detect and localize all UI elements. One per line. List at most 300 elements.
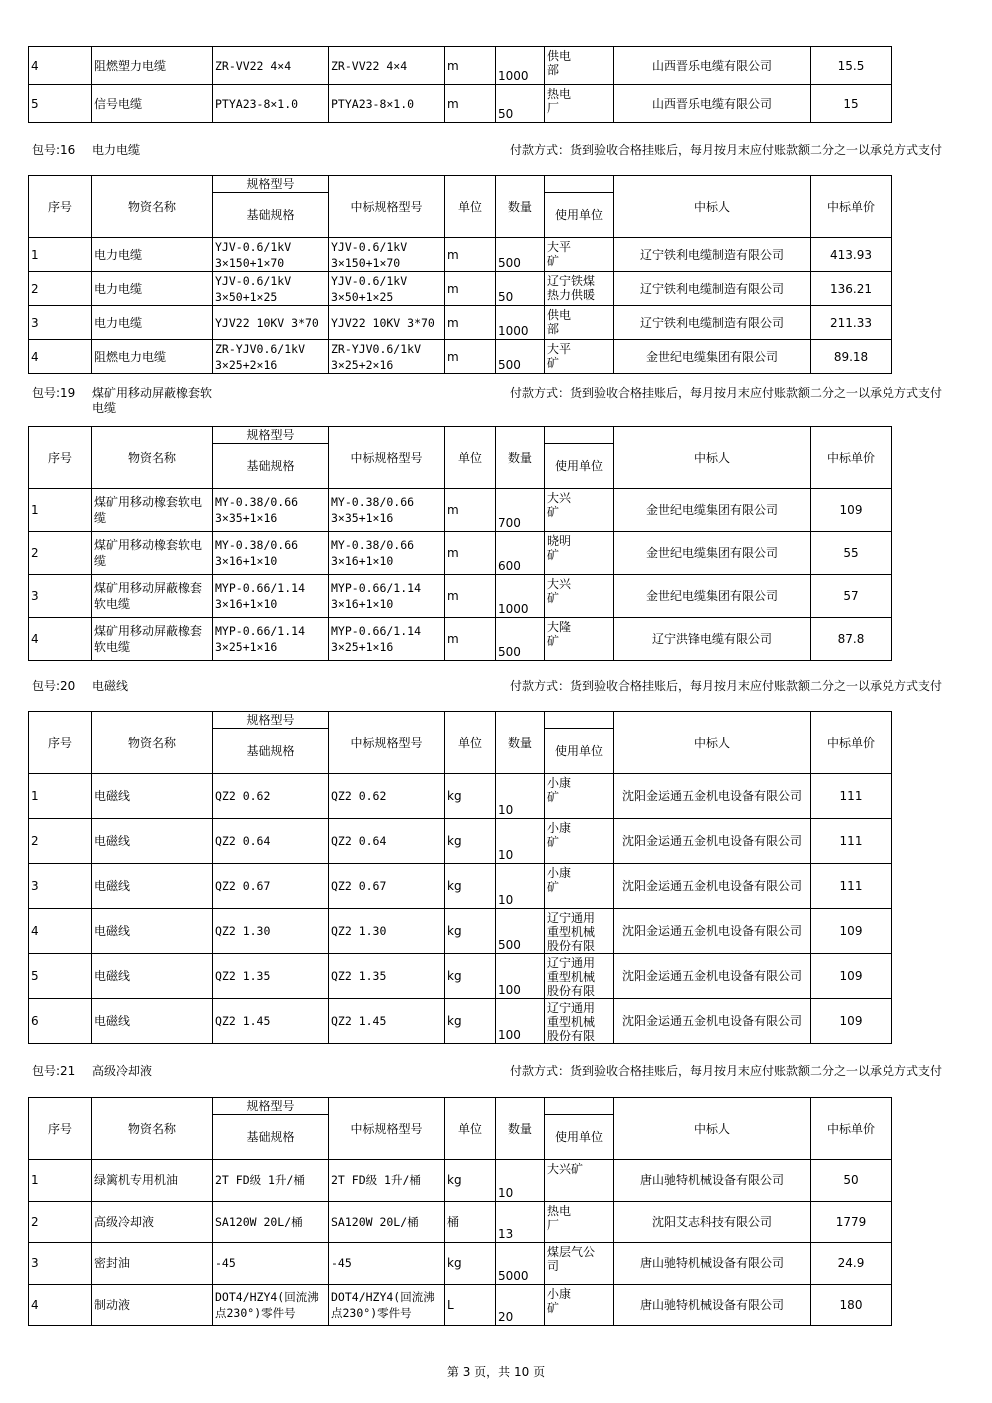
row-quantity: 500 <box>498 645 521 659</box>
row-base-spec: MY-0.38/0.66 3×35+1×16 <box>215 495 299 525</box>
row-base-spec-cell <box>213 954 329 999</box>
row-user-unit-clip <box>547 49 611 77</box>
row-unit: L <box>447 1297 454 1312</box>
row-bid-spec-cell <box>329 85 445 123</box>
row-material-name-cell <box>92 999 213 1044</box>
row-bid-spec-cell <box>329 238 445 272</box>
row-seq: 2 <box>31 546 39 560</box>
row-quantity: 600 <box>498 559 521 573</box>
row-user-unit-cell <box>545 954 614 999</box>
header-winner <box>614 427 811 489</box>
row-quantity: 10 <box>498 1185 514 1200</box>
row-quantity-cell <box>496 532 545 575</box>
row-user-unit-clip <box>547 866 611 894</box>
header-spec <box>213 176 329 238</box>
row-user-unit: 大兴 矿 <box>547 577 572 605</box>
row-user-unit-clip <box>547 87 611 115</box>
row-seq: 3 <box>31 1256 39 1271</box>
row-price: 211.33 <box>830 315 872 330</box>
row-seq-cell <box>29 999 92 1044</box>
header-seq <box>29 712 92 774</box>
row-bid-spec-cell <box>329 1284 445 1326</box>
row-quantity-cell <box>496 774 545 819</box>
row-price-cell <box>811 1284 892 1326</box>
header-unit <box>445 427 496 489</box>
row-seq-cell <box>29 238 92 272</box>
header-qty-label: 数量 <box>507 735 532 750</box>
row-seq-cell <box>29 532 92 575</box>
row-price: 109 <box>839 1014 863 1028</box>
payment-terms: 付款方式：货到验收合格挂账后，每月按月末应付账款额二分之一以承兑方式支付 <box>509 1064 942 1078</box>
header-user <box>545 176 614 238</box>
row-user-unit: 煤层气公 司 <box>547 1245 596 1273</box>
row-winner-cell <box>614 532 811 575</box>
package-number: 包号:16 <box>32 143 76 157</box>
header-bid_spec <box>329 1098 445 1160</box>
row-user-unit: 小康 矿 <box>547 1286 572 1315</box>
row-user-unit-clip <box>547 577 611 605</box>
row-user-unit-clip <box>547 240 611 268</box>
row-user-unit: 供电 部 <box>547 308 572 336</box>
header-winner-label: 中标人 <box>693 199 730 214</box>
row-price: 55 <box>843 546 859 560</box>
row-bid-spec-cell <box>329 909 445 954</box>
row-price-cell <box>811 85 892 123</box>
row-base-spec: -45 <box>215 1256 236 1271</box>
header-price-label: 中标单价 <box>826 450 875 465</box>
row-seq: 1 <box>31 789 39 803</box>
package-label <box>32 386 222 416</box>
row-price: 180 <box>839 1297 863 1312</box>
header-bid_spec-label: 中标规格型号 <box>350 450 423 465</box>
row-user-unit: 供电 部 <box>547 49 572 77</box>
row-bid-spec: YJV-0.6/1kV 3×150+1×70 <box>331 239 408 270</box>
row-unit-cell <box>445 238 496 272</box>
row-quantity: 500 <box>498 256 521 270</box>
row-bid-spec-cell <box>329 1160 445 1202</box>
row-material-name-cell <box>92 819 213 864</box>
row-price: 87.8 <box>837 632 865 646</box>
row-quantity: 500 <box>498 938 521 952</box>
row-price-cell <box>811 306 892 340</box>
row-material-name: 电磁线 <box>94 879 131 893</box>
row-seq: 2 <box>31 1214 39 1229</box>
header-bid_spec <box>329 427 445 489</box>
table-row <box>29 1160 892 1202</box>
header-name <box>92 427 213 489</box>
table-row <box>29 819 892 864</box>
header-price-label: 中标单价 <box>826 1121 875 1136</box>
row-material-name-cell <box>92 864 213 909</box>
header-qty <box>496 176 545 238</box>
row-price: 136.21 <box>830 281 872 296</box>
row-material-name-cell <box>92 1201 213 1243</box>
row-seq-cell <box>29 575 92 618</box>
row-user-unit: 辽宁通用 重型机械 股份有限 <box>547 956 596 997</box>
table-row <box>29 1201 892 1243</box>
row-user-unit-clip <box>547 491 611 519</box>
row-unit-cell <box>445 1201 496 1243</box>
row-winner-cell <box>614 1243 811 1285</box>
header-winner <box>614 1098 811 1160</box>
row-quantity-cell <box>496 489 545 532</box>
row-base-spec: SA120W 20L/桶 <box>215 1214 303 1229</box>
header-user-blank <box>545 1098 613 1115</box>
header-bid_spec-label: 中标规格型号 <box>350 199 423 214</box>
header-qty-label: 数量 <box>507 450 532 465</box>
header-base-spec: 基础规格 <box>246 744 295 758</box>
row-price-cell <box>811 1243 892 1285</box>
row-material-name-cell <box>92 575 213 618</box>
row-base-spec: MY-0.38/0.66 3×16+1×10 <box>215 538 299 568</box>
row-user-unit-cell <box>545 532 614 575</box>
row-winner: 沈阳金运通五金机电设备有限公司 <box>621 834 802 848</box>
row-unit: kg <box>447 969 462 983</box>
row-user-unit: 大平 矿 <box>547 342 572 370</box>
row-seq-cell <box>29 306 92 340</box>
row-unit: m <box>447 281 459 296</box>
row-material-name: 绿篱机专用机油 <box>94 1173 179 1188</box>
package-label <box>32 1064 222 1079</box>
header-qty-label: 数量 <box>507 1121 532 1136</box>
row-unit-cell <box>445 340 496 374</box>
row-price-cell <box>811 340 892 374</box>
row-seq-cell <box>29 47 92 85</box>
row-material-name-cell <box>92 618 213 661</box>
row-base-spec: YJV22 10KV 3*70 <box>215 315 319 330</box>
row-price: 111 <box>839 879 863 893</box>
package-table <box>28 175 892 374</box>
row-seq: 1 <box>31 503 39 517</box>
header-user <box>545 427 614 489</box>
row-user-unit: 大平 矿 <box>547 240 572 268</box>
row-user-unit: 热电 厂 <box>547 87 572 115</box>
payment-terms: 付款方式：货到验收合格挂账后，每月按月末应付账款额二分之一以承兑方式支付 <box>509 679 942 693</box>
row-unit: kg <box>447 1256 462 1271</box>
row-price-cell <box>811 532 892 575</box>
row-material-name-cell <box>92 954 213 999</box>
row-price: 57 <box>843 589 859 603</box>
row-quantity-cell <box>496 1243 545 1285</box>
row-winner: 沈阳金运通五金机电设备有限公司 <box>621 924 802 938</box>
row-price-cell <box>811 489 892 532</box>
row-unit-cell <box>445 774 496 819</box>
row-quantity-cell <box>496 238 545 272</box>
row-user-unit-cell <box>545 575 614 618</box>
row-price: 89.18 <box>833 349 869 364</box>
row-unit-cell <box>445 1243 496 1285</box>
package-name: 高级冷却液 <box>92 1064 153 1078</box>
row-unit: kg <box>447 879 462 893</box>
row-winner: 沈阳金运通五金机电设备有限公司 <box>621 1014 802 1028</box>
row-winner-cell <box>614 819 811 864</box>
header-spec <box>213 712 329 774</box>
row-user-unit-clip <box>547 342 611 370</box>
row-unit: m <box>447 632 459 646</box>
row-quantity-cell <box>496 819 545 864</box>
row-bid-spec: QZ2 1.35 <box>331 969 387 983</box>
row-bid-spec-cell <box>329 340 445 374</box>
row-unit: m <box>447 546 459 560</box>
table-row <box>29 340 892 374</box>
row-bid-spec: MY-0.38/0.66 3×35+1×16 <box>331 495 415 525</box>
row-price: 109 <box>839 969 863 983</box>
header-price <box>811 712 892 774</box>
row-winner-cell <box>614 999 811 1044</box>
row-user-unit-cell <box>545 340 614 374</box>
row-quantity: 5000 <box>498 1268 529 1283</box>
row-seq: 4 <box>31 632 39 646</box>
row-user-unit-cell <box>545 819 614 864</box>
row-bid-spec-cell <box>329 575 445 618</box>
row-user-unit-clip <box>547 620 611 648</box>
table-row <box>29 1243 892 1285</box>
row-base-spec: DOT4/HZY4(回流沸 点230°)零件号 <box>215 1289 319 1320</box>
row-winner-cell <box>614 340 811 374</box>
package-table <box>28 426 892 661</box>
row-seq-cell <box>29 618 92 661</box>
row-unit: m <box>447 96 459 111</box>
row-unit: kg <box>447 1014 462 1028</box>
row-price-cell <box>811 909 892 954</box>
row-base-spec: QZ2 1.35 <box>215 969 271 983</box>
row-bid-spec: ZR-YJV0.6/1kV 3×25+2×16 <box>331 341 422 372</box>
row-user-unit-cell <box>545 238 614 272</box>
row-quantity: 100 <box>498 983 521 997</box>
row-quantity-cell <box>496 618 545 661</box>
row-seq: 3 <box>31 589 39 603</box>
package-number: 包号:19 <box>32 386 76 400</box>
row-user-unit-clip <box>547 1204 611 1232</box>
row-bid-spec-cell <box>329 306 445 340</box>
row-bid-spec: QZ2 0.67 <box>331 879 387 893</box>
row-seq-cell <box>29 1201 92 1243</box>
row-material-name-cell <box>92 1284 213 1326</box>
row-winner-cell <box>614 272 811 306</box>
row-quantity: 10 <box>498 893 514 907</box>
row-price: 24.9 <box>837 1256 865 1271</box>
row-winner: 金世纪电缆集团有限公司 <box>645 503 778 517</box>
table-header-row <box>29 176 892 238</box>
row-material-name-cell <box>92 774 213 819</box>
row-winner-cell <box>614 909 811 954</box>
row-base-spec: QZ2 0.67 <box>215 879 271 893</box>
table-row <box>29 532 892 575</box>
row-seq-cell <box>29 340 92 374</box>
header-user: 使用单位 <box>554 1130 603 1144</box>
row-seq-cell <box>29 1160 92 1202</box>
header-unit-label: 单位 <box>457 199 482 214</box>
row-base-spec-cell <box>213 1201 329 1243</box>
row-material-name-cell <box>92 85 213 123</box>
row-quantity-cell <box>496 575 545 618</box>
header-base-spec: 基础规格 <box>246 208 295 222</box>
row-unit: kg <box>447 1173 462 1188</box>
row-seq: 4 <box>31 58 39 73</box>
row-base-spec-cell <box>213 618 329 661</box>
row-price-cell <box>811 47 892 85</box>
row-material-name: 电磁线 <box>94 969 131 983</box>
row-seq: 1 <box>31 247 39 262</box>
row-bid-spec: QZ2 0.62 <box>331 789 387 803</box>
header-winner <box>614 176 811 238</box>
table-header-row <box>29 712 892 774</box>
row-material-name-cell <box>92 238 213 272</box>
row-bid-spec-cell <box>329 1201 445 1243</box>
row-quantity-cell <box>496 954 545 999</box>
header-bid_spec <box>329 712 445 774</box>
row-user-unit-clip <box>547 1162 611 1176</box>
row-price-cell <box>811 999 892 1044</box>
row-winner-cell <box>614 774 811 819</box>
header-seq-label: 序号 <box>47 1121 72 1136</box>
row-winner: 辽宁铁利电缆制造有限公司 <box>639 315 784 330</box>
header-user: 使用单位 <box>554 744 603 758</box>
row-bid-spec-cell <box>329 1243 445 1285</box>
row-base-spec: MYP-0.66/1.14 3×25+1×16 <box>215 624 306 654</box>
row-material-name: 高级冷却液 <box>94 1214 155 1229</box>
row-price-cell <box>811 1201 892 1243</box>
row-bid-spec-cell <box>329 774 445 819</box>
row-user-unit: 辽宁铁煤 热力供暖 <box>547 274 596 302</box>
row-winner: 唐山驰特机械设备有限公司 <box>639 1173 784 1188</box>
row-material-name: 煤矿用移动橡套软电缆 <box>94 538 203 568</box>
row-bid-spec: DOT4/HZY4(回流沸 点230°)零件号 <box>331 1289 435 1320</box>
row-seq-cell <box>29 819 92 864</box>
row-price-cell <box>811 618 892 661</box>
row-price: 15.5 <box>837 58 865 73</box>
header-bid_spec-label: 中标规格型号 <box>350 1121 423 1136</box>
row-unit-cell <box>445 864 496 909</box>
row-winner: 辽宁铁利电缆制造有限公司 <box>639 247 784 262</box>
row-unit-cell <box>445 575 496 618</box>
row-base-spec-cell <box>213 532 329 575</box>
row-user-unit-cell <box>545 306 614 340</box>
row-price: 1779 <box>835 1214 867 1229</box>
package-table <box>28 711 892 1044</box>
row-quantity-cell <box>496 47 545 85</box>
table-row <box>29 774 892 819</box>
header-user: 使用单位 <box>554 208 603 222</box>
row-user-unit-clip <box>547 1001 611 1042</box>
row-unit-cell <box>445 489 496 532</box>
row-winner-cell <box>614 575 811 618</box>
header-name-label: 物资名称 <box>127 1121 176 1136</box>
row-bid-spec-cell <box>329 47 445 85</box>
row-bid-spec: QZ2 0.64 <box>331 834 387 848</box>
header-spec-group: 规格型号 <box>213 1098 328 1115</box>
row-winner: 沈阳艾志科技有限公司 <box>651 1214 772 1229</box>
package-name: 电磁线 <box>92 679 129 693</box>
row-base-spec: QZ2 1.30 <box>215 924 271 938</box>
header-spec <box>213 1098 329 1160</box>
header-name <box>92 712 213 774</box>
header-seq-label: 序号 <box>47 450 72 465</box>
row-material-name: 密封油 <box>94 1256 131 1271</box>
row-user-unit-clip <box>547 1287 611 1315</box>
header-price <box>811 1098 892 1160</box>
header-seq <box>29 1098 92 1160</box>
row-user-unit: 热电 厂 <box>547 1203 572 1232</box>
row-price: 109 <box>839 503 863 517</box>
row-quantity: 10 <box>498 803 514 817</box>
row-base-spec: QZ2 0.64 <box>215 834 271 848</box>
package-name: 电力电缆 <box>92 143 141 157</box>
row-quantity-cell <box>496 272 545 306</box>
row-unit-cell <box>445 1284 496 1326</box>
header-unit-label: 单位 <box>457 450 482 465</box>
package-table <box>28 1097 892 1326</box>
header-name <box>92 176 213 238</box>
page-footer: 第 3 页，共 10 页 <box>446 1365 546 1379</box>
row-price-cell <box>811 1160 892 1202</box>
header-price-label: 中标单价 <box>826 199 875 214</box>
row-user-unit-cell <box>545 489 614 532</box>
header-unit-label: 单位 <box>457 735 482 750</box>
header-price <box>811 176 892 238</box>
header-unit <box>445 712 496 774</box>
row-seq: 2 <box>31 281 39 296</box>
row-seq: 3 <box>31 315 39 330</box>
row-user-unit: 小康 矿 <box>547 821 572 849</box>
header-winner-label: 中标人 <box>693 1121 730 1136</box>
row-user-unit-cell <box>545 47 614 85</box>
table-row <box>29 306 892 340</box>
row-material-name: 阻燃电力电缆 <box>94 349 167 364</box>
row-material-name-cell <box>92 1243 213 1285</box>
package-label <box>32 679 222 694</box>
row-winner-cell <box>614 1160 811 1202</box>
row-user-unit: 小康 矿 <box>547 866 572 894</box>
row-seq-cell <box>29 954 92 999</box>
table-row <box>29 489 892 532</box>
row-winner: 唐山驰特机械设备有限公司 <box>639 1297 784 1312</box>
package-number: 包号:21 <box>32 1064 76 1078</box>
row-seq: 5 <box>31 96 39 111</box>
table-row <box>29 864 892 909</box>
row-unit: kg <box>447 834 462 848</box>
row-price-cell <box>811 864 892 909</box>
row-base-spec-cell <box>213 85 329 123</box>
row-base-spec: QZ2 1.45 <box>215 1014 271 1028</box>
row-quantity: 1000 <box>498 602 529 616</box>
row-quantity-cell <box>496 909 545 954</box>
row-user-unit: 大兴 矿 <box>547 491 572 519</box>
row-user-unit-cell <box>545 1201 614 1243</box>
row-user-unit-clip <box>547 534 611 562</box>
row-bid-spec-cell <box>329 489 445 532</box>
row-base-spec-cell <box>213 999 329 1044</box>
row-unit-cell <box>445 85 496 123</box>
row-quantity: 50 <box>498 290 514 304</box>
row-winner-cell <box>614 85 811 123</box>
row-bid-spec: MYP-0.66/1.14 3×16+1×10 <box>331 581 422 611</box>
row-bid-spec: MY-0.38/0.66 3×16+1×10 <box>331 538 415 568</box>
row-bid-spec: QZ2 1.30 <box>331 924 387 938</box>
row-unit-cell <box>445 532 496 575</box>
row-material-name: 煤矿用移动橡套软电缆 <box>94 495 203 525</box>
row-bid-spec: SA120W 20L/桶 <box>331 1214 419 1229</box>
row-quantity-cell <box>496 306 545 340</box>
row-bid-spec-cell <box>329 532 445 575</box>
row-base-spec: PTYA23-8×1.0 <box>215 96 299 111</box>
row-price: 111 <box>839 789 863 803</box>
row-user-unit-cell <box>545 85 614 123</box>
row-user-unit: 大兴矿 <box>547 1162 584 1176</box>
row-quantity-cell <box>496 85 545 123</box>
row-base-spec-cell <box>213 1243 329 1285</box>
row-bid-spec: MYP-0.66/1.14 3×25+1×16 <box>331 624 422 654</box>
